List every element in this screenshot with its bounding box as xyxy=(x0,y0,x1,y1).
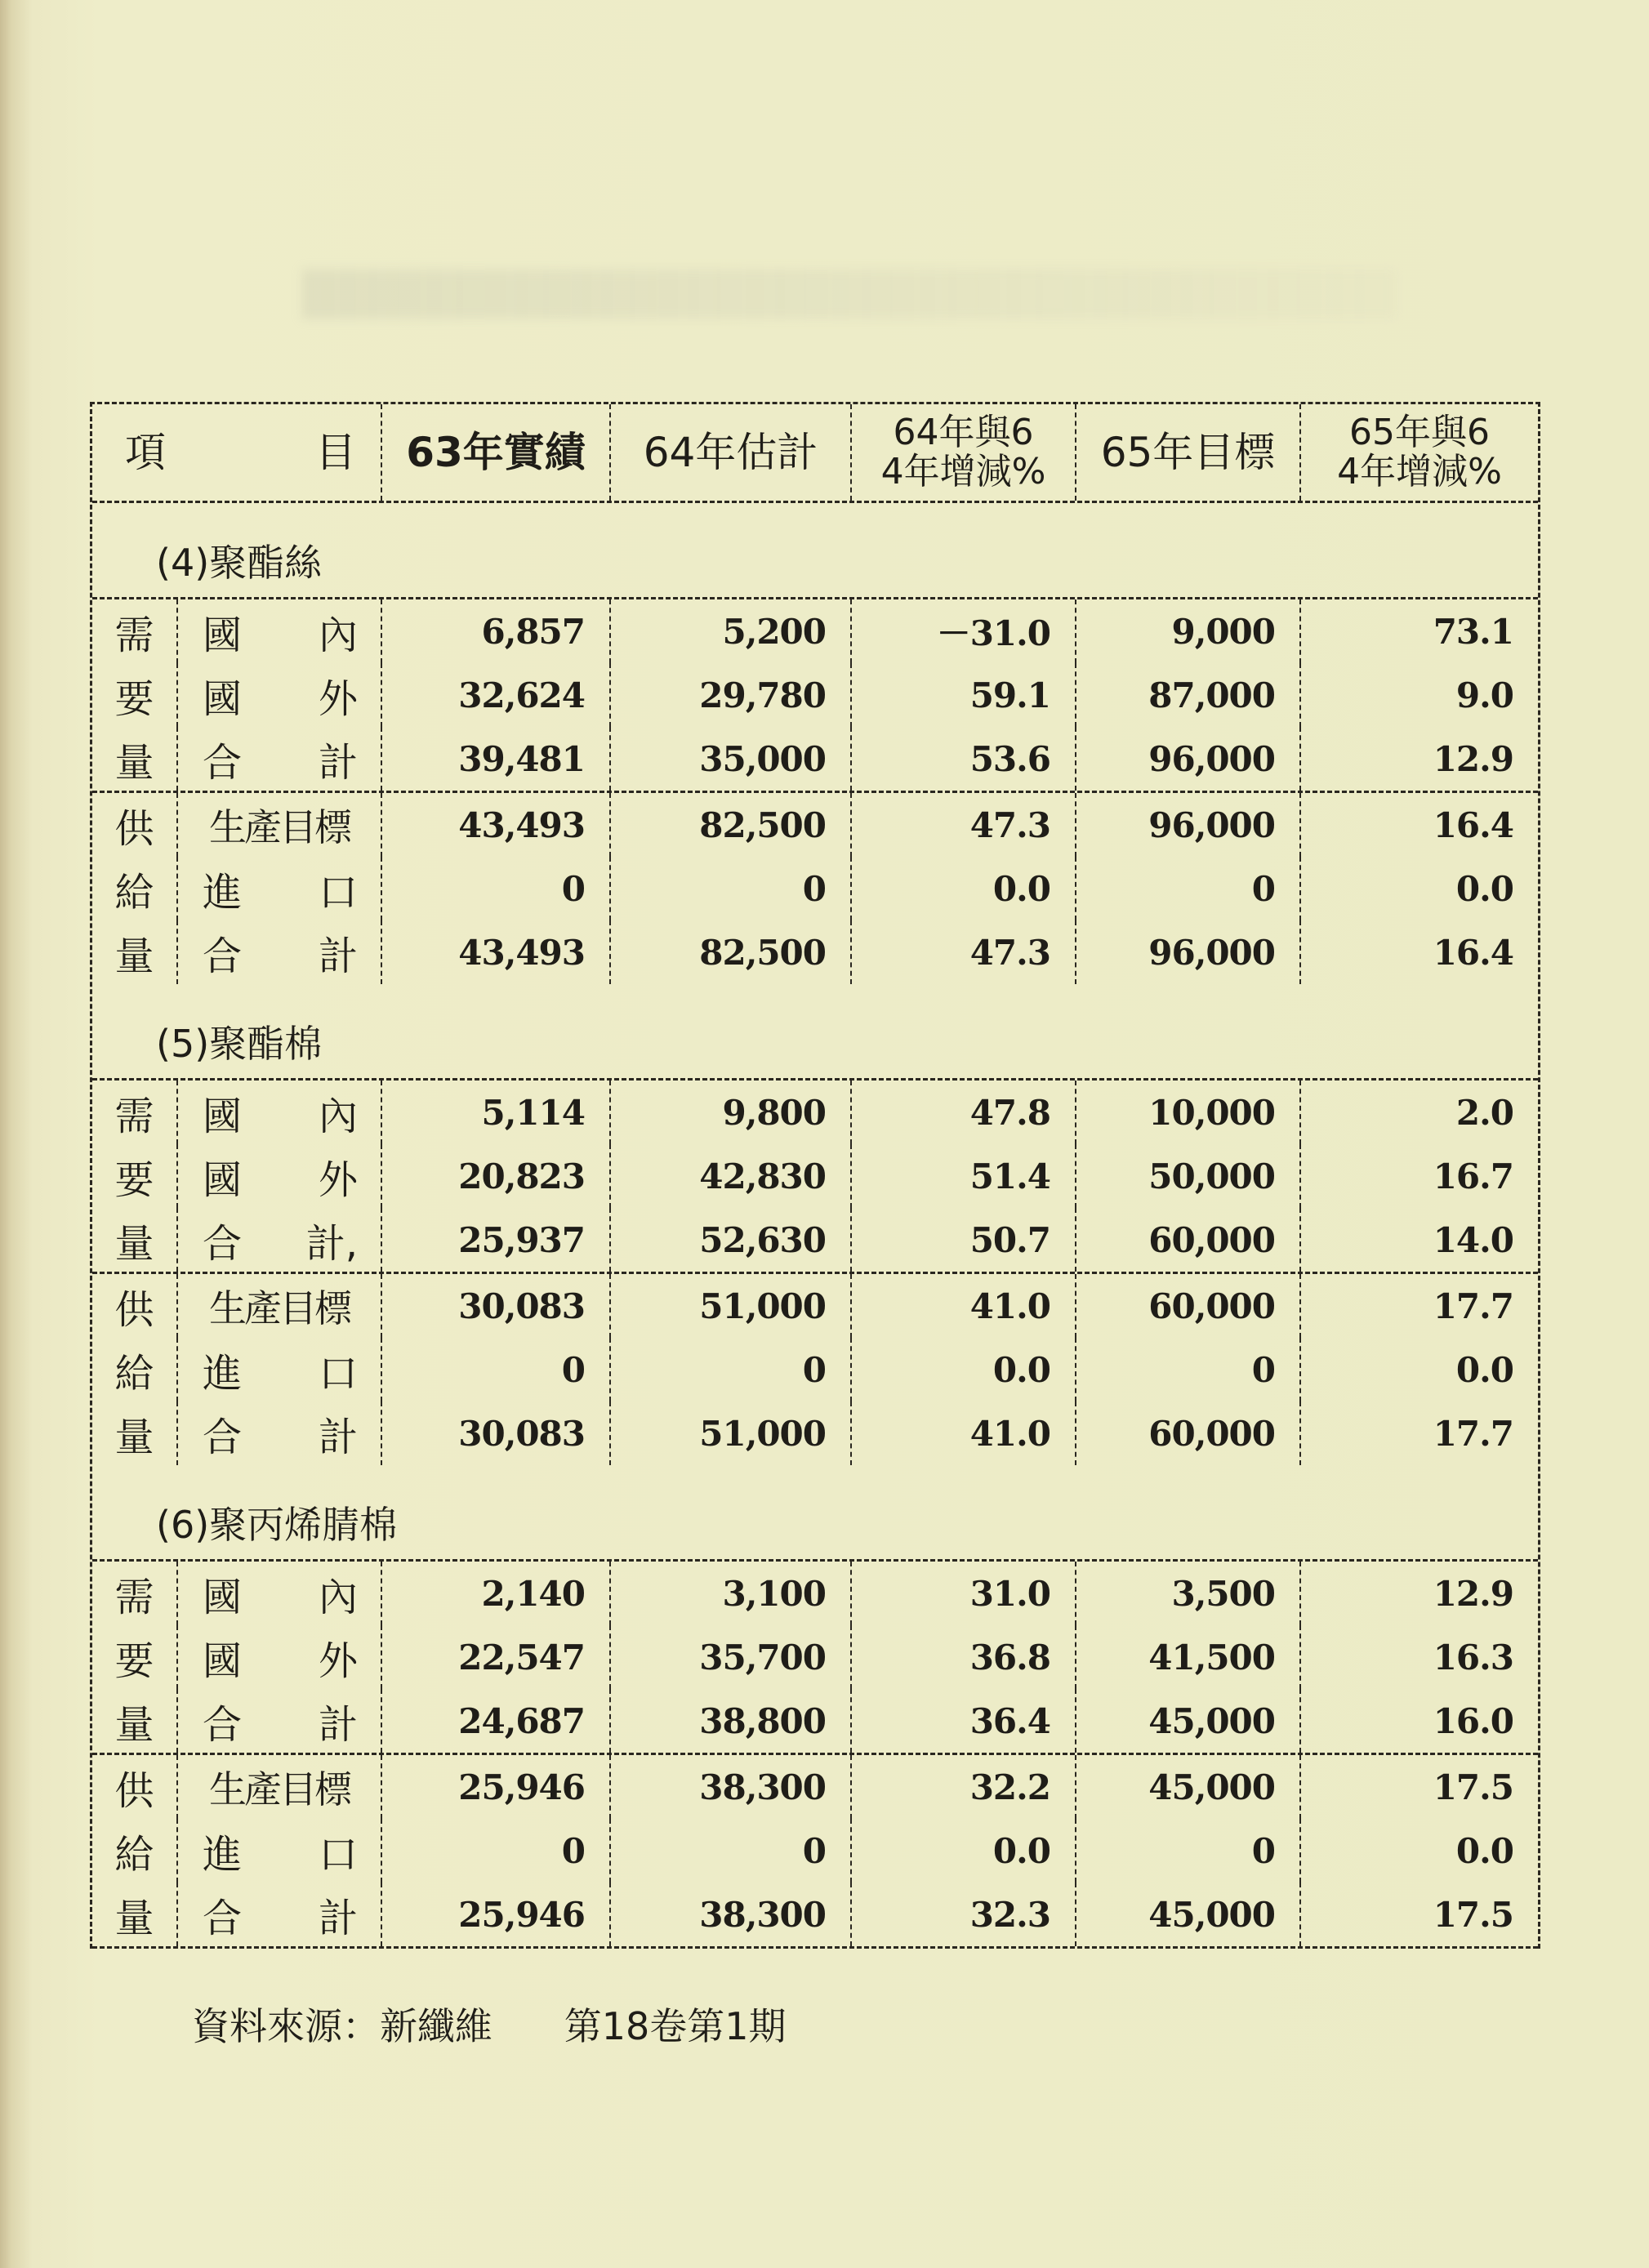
cell-y63: 24,687 xyxy=(382,1689,611,1753)
cell-chg64: 32.2 xyxy=(852,1755,1076,1819)
cell-chg64: 32.3 xyxy=(852,1883,1076,1946)
header-item-char-2: 目 xyxy=(315,429,356,476)
cell-chg64: 47.3 xyxy=(852,793,1076,857)
cell-y64: 0 xyxy=(611,857,852,920)
row-label-part: 國 xyxy=(203,612,243,658)
demand-group-label: 要 xyxy=(92,1144,178,1208)
demand-group-label: 需 xyxy=(92,599,178,663)
header-item-char-1: 項 xyxy=(125,429,166,476)
table-row xyxy=(92,1272,1538,1338)
row-label xyxy=(178,727,382,791)
cell-y65: 60,000 xyxy=(1076,1401,1301,1465)
row-label-part: 內 xyxy=(318,612,358,658)
cell-y63: 30,083 xyxy=(382,1274,611,1338)
cell-y65: 45,000 xyxy=(1076,1755,1301,1819)
cell-y65: 50,000 xyxy=(1076,1144,1301,1208)
cell-y63: 20,823 xyxy=(382,1144,611,1208)
row-label xyxy=(178,1081,382,1144)
header-65-change xyxy=(1301,404,1538,501)
table-row xyxy=(92,1819,1538,1883)
cell-chg64: 36.4 xyxy=(852,1689,1076,1753)
supply-group-label: 給 xyxy=(92,1819,178,1883)
cell-y63: 32,624 xyxy=(382,663,611,727)
row-label-part: 國 xyxy=(203,1638,243,1684)
row-label-part: 計 xyxy=(318,739,358,786)
header-item xyxy=(92,404,382,501)
cell-y64: 51,000 xyxy=(611,1274,852,1338)
cell-y64: 82,500 xyxy=(611,920,852,984)
table-row xyxy=(92,1144,1538,1208)
supply-group-label: 供 xyxy=(92,1755,178,1819)
row-label-part: 合 xyxy=(203,1414,243,1460)
cell-y65: 96,000 xyxy=(1076,920,1301,984)
cell-chg65: 16.4 xyxy=(1433,804,1513,845)
row-label-part: 計, xyxy=(305,1220,358,1267)
cell-chg64: 36.8 xyxy=(852,1625,1076,1689)
demand-group-label: 需 xyxy=(92,1562,178,1625)
row-label-part: 外 xyxy=(318,1638,358,1684)
demand-group-label: 要 xyxy=(92,663,178,727)
cell-chg64: 0.0 xyxy=(852,1819,1076,1883)
cell-y65: 87,000 xyxy=(1076,663,1301,727)
cell-chg64: 47.8 xyxy=(852,1081,1076,1144)
cell-y64: 51,000 xyxy=(611,1401,852,1465)
row-label xyxy=(178,1755,382,1819)
cell-y63: 43,493 xyxy=(382,793,611,857)
cell-y63: 6,857 xyxy=(382,599,611,663)
cell-chg65: 17.7 xyxy=(1433,1413,1513,1454)
supply-group-label: 量 xyxy=(92,920,178,984)
table-row xyxy=(92,857,1538,920)
table-header-row xyxy=(92,404,1538,503)
cell-y63: 0 xyxy=(382,1819,611,1883)
cell-y63: 25,937 xyxy=(382,1208,611,1272)
cell-chg65: 17.5 xyxy=(1433,1894,1513,1935)
row-label-part: 計 xyxy=(318,1414,358,1460)
cell-chg65: 0.0 xyxy=(1455,868,1513,909)
cell-chg64: 53.6 xyxy=(852,727,1076,791)
cell-y63: 25,946 xyxy=(382,1883,611,1946)
cell-y64: 52,630 xyxy=(611,1208,852,1272)
cell-y64: 0 xyxy=(611,1338,852,1401)
cell-y64: 38,300 xyxy=(611,1883,852,1946)
row-label xyxy=(178,793,382,857)
row-label-part: 進 xyxy=(203,869,243,916)
supply-group-label: 供 xyxy=(92,1274,178,1338)
row-label xyxy=(178,1689,382,1753)
table-row xyxy=(92,1401,1538,1465)
supply-group-label: 供 xyxy=(92,793,178,857)
row-label xyxy=(178,1338,382,1401)
row-label xyxy=(178,920,382,984)
header-63-actual: 63年實績 xyxy=(382,404,611,501)
cell-y63: 39,481 xyxy=(382,727,611,791)
cell-y64: 0 xyxy=(611,1819,852,1883)
cell-y64: 9,800 xyxy=(611,1081,852,1144)
cell-chg65: 0.0 xyxy=(1455,1349,1513,1390)
cell-y64: 35,000 xyxy=(611,727,852,791)
row-label xyxy=(178,1274,382,1338)
row-label-part: 口 xyxy=(318,869,358,916)
section-title: (4)聚酯絲 xyxy=(156,541,323,585)
source-issue: 第18卷第1期 xyxy=(564,2004,787,2048)
cell-chg65: 9.0 xyxy=(1455,675,1513,715)
table-sections xyxy=(92,503,1538,1949)
demand-group-label: 量 xyxy=(92,727,178,791)
cell-y65: 41,500 xyxy=(1076,1625,1301,1689)
table-row xyxy=(92,1753,1538,1819)
row-label-part: 計 xyxy=(318,1895,358,1941)
cell-y65: 60,000 xyxy=(1076,1208,1301,1272)
row-label-part: 外 xyxy=(318,1156,358,1203)
header-64-estimate: 64年估計 xyxy=(611,404,852,501)
row-label-part: 口 xyxy=(318,1350,358,1397)
cell-chg65: 17.7 xyxy=(1433,1285,1513,1326)
row-label-part: 合 xyxy=(203,739,243,786)
row-label-part: 國 xyxy=(203,675,243,722)
cell-chg65: 12.9 xyxy=(1433,1573,1513,1614)
table-row xyxy=(92,727,1538,791)
header-65-change-line1: 65年與6 xyxy=(1349,411,1490,453)
cell-chg65: 14.0 xyxy=(1433,1219,1513,1260)
row-label xyxy=(178,599,382,663)
cell-y65: 9,000 xyxy=(1076,599,1301,663)
cell-chg65: 2.0 xyxy=(1455,1092,1513,1133)
section-block xyxy=(92,1559,1538,1949)
header-64-change-line2: 4年增減% xyxy=(880,451,1046,492)
row-label-part: 合 xyxy=(203,1220,243,1267)
cell-chg64: 31.0 xyxy=(852,1562,1076,1625)
row-label-part: 合 xyxy=(203,1895,243,1941)
supply-group-label: 給 xyxy=(92,1338,178,1401)
cell-chg65: 16.4 xyxy=(1433,932,1513,973)
cell-y65: 0 xyxy=(1076,857,1301,920)
table-row xyxy=(92,920,1538,984)
cell-y64: 29,780 xyxy=(611,663,852,727)
table-row xyxy=(92,1625,1538,1689)
cell-chg64: 41.0 xyxy=(852,1401,1076,1465)
cell-y65: 96,000 xyxy=(1076,793,1301,857)
source-citation xyxy=(192,1997,787,2051)
cell-chg64: 41.0 xyxy=(852,1274,1076,1338)
section-title: (5)聚酯棉 xyxy=(156,1022,323,1066)
cell-chg65: 17.5 xyxy=(1433,1767,1513,1807)
cell-y64: 82,500 xyxy=(611,793,852,857)
row-label-part: 內 xyxy=(318,1093,358,1139)
cell-y65: 0 xyxy=(1076,1338,1301,1401)
row-label-part: 生產目標 xyxy=(209,805,350,849)
row-label-part: 國 xyxy=(203,1093,243,1139)
row-label-part: 內 xyxy=(318,1574,358,1620)
fiber-supply-demand-table xyxy=(90,402,1540,1949)
table-row xyxy=(92,663,1538,727)
table-row xyxy=(92,599,1538,663)
cell-chg64: 47.3 xyxy=(852,920,1076,984)
header-64-change-line1: 64年與6 xyxy=(893,411,1034,453)
header-64-change xyxy=(852,404,1076,501)
cell-y63: 30,083 xyxy=(382,1401,611,1465)
cell-chg64: 59.1 xyxy=(852,663,1076,727)
cell-chg64: 50.7 xyxy=(852,1208,1076,1272)
table-row xyxy=(92,1081,1538,1144)
row-label-part: 計 xyxy=(318,1701,358,1748)
row-label-part: 進 xyxy=(203,1350,243,1397)
cell-chg65: 12.9 xyxy=(1433,738,1513,779)
row-label xyxy=(178,1208,382,1272)
table-row xyxy=(92,1562,1538,1625)
row-label-part: 合 xyxy=(203,1701,243,1748)
row-label xyxy=(178,663,382,727)
cell-y64: 5,200 xyxy=(611,599,852,663)
header-65-target: 65年目標 xyxy=(1076,404,1301,501)
cell-y65: 45,000 xyxy=(1076,1883,1301,1946)
cell-chg64: 0.0 xyxy=(852,1338,1076,1401)
table-row xyxy=(92,1338,1538,1401)
supply-group-label: 給 xyxy=(92,857,178,920)
cell-y64: 38,300 xyxy=(611,1755,852,1819)
demand-group-label: 要 xyxy=(92,1625,178,1689)
cell-y65: 3,500 xyxy=(1076,1562,1301,1625)
cell-chg65: 16.7 xyxy=(1433,1156,1513,1196)
cell-y63: 22,547 xyxy=(382,1625,611,1689)
row-label-part: 生產目標 xyxy=(209,1286,350,1330)
row-label-part: 合 xyxy=(203,933,243,979)
cell-y64: 38,800 xyxy=(611,1689,852,1753)
table-row xyxy=(92,1689,1538,1753)
cell-y63: 5,114 xyxy=(382,1081,611,1144)
cell-chg64: 51.4 xyxy=(852,1144,1076,1208)
cell-chg65: 16.0 xyxy=(1433,1700,1513,1741)
supply-group-label: 量 xyxy=(92,1401,178,1465)
table-row xyxy=(92,791,1538,857)
cell-y63: 2,140 xyxy=(382,1562,611,1625)
row-label-part: 進 xyxy=(203,1831,243,1878)
cell-y63: 43,493 xyxy=(382,920,611,984)
section-block xyxy=(92,1078,1538,1465)
cell-y64: 35,700 xyxy=(611,1625,852,1689)
cell-chg65: 73.1 xyxy=(1433,611,1513,652)
cell-chg65: 16.3 xyxy=(1433,1637,1513,1678)
row-label-part: 生產目標 xyxy=(209,1767,350,1811)
cell-y63: 0 xyxy=(382,857,611,920)
cell-chg65: 0.0 xyxy=(1455,1830,1513,1871)
cell-y65: 0 xyxy=(1076,1819,1301,1883)
cell-y63: 0 xyxy=(382,1338,611,1401)
row-label-part: 口 xyxy=(318,1831,358,1878)
row-label-part: 國 xyxy=(203,1156,243,1203)
cell-y65: 96,000 xyxy=(1076,727,1301,791)
row-label xyxy=(178,1819,382,1883)
header-65-change-line2: 4年增減% xyxy=(1337,451,1502,492)
table-row xyxy=(92,1208,1538,1272)
cell-y64: 42,830 xyxy=(611,1144,852,1208)
cell-chg64: －31.0 xyxy=(852,599,1076,663)
section-block xyxy=(92,597,1538,984)
cell-y64: 3,100 xyxy=(611,1562,852,1625)
row-label-part: 計 xyxy=(318,933,358,979)
source-label: 資料來源：新纖維 xyxy=(192,2004,492,2048)
cell-y63: 25,946 xyxy=(382,1755,611,1819)
cell-y65: 60,000 xyxy=(1076,1274,1301,1338)
demand-group-label: 需 xyxy=(92,1081,178,1144)
table-row xyxy=(92,1883,1538,1946)
cell-y65: 45,000 xyxy=(1076,1689,1301,1753)
cell-y65: 10,000 xyxy=(1076,1081,1301,1144)
bleed-through-shadow xyxy=(302,270,1397,319)
row-label xyxy=(178,1625,382,1689)
supply-group-label: 量 xyxy=(92,1883,178,1946)
row-label-part: 國 xyxy=(203,1574,243,1620)
row-label xyxy=(178,1883,382,1946)
row-label xyxy=(178,857,382,920)
row-label xyxy=(178,1562,382,1625)
row-label-part: 外 xyxy=(318,675,358,722)
demand-group-label: 量 xyxy=(92,1208,178,1272)
cell-chg64: 0.0 xyxy=(852,857,1076,920)
row-label xyxy=(178,1401,382,1465)
row-label xyxy=(178,1144,382,1208)
demand-group-label: 量 xyxy=(92,1689,178,1753)
section-title: (6)聚丙烯腈棉 xyxy=(156,1503,398,1547)
